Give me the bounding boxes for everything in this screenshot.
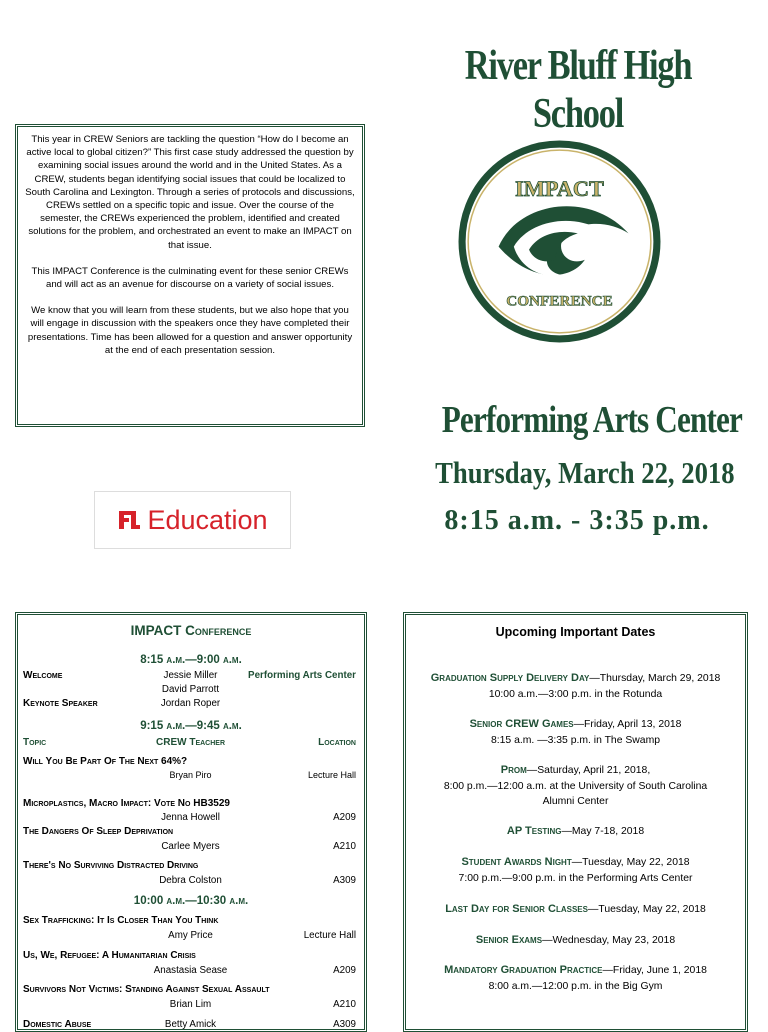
event-when: —Thursday, March 29, 2018 (589, 673, 721, 684)
session-teacher: Carlee Myers (161, 841, 220, 852)
event-when: —Friday, April 13, 2018 (573, 719, 682, 730)
session-teacher: Brian Lim (169, 999, 212, 1010)
welcome-name-1: Jessie Miller (163, 670, 218, 681)
keynote-label: Keynote Speaker (23, 698, 98, 709)
event-detail: 8:15 a.m. —3:35 p.m. in The Swamp (490, 734, 661, 746)
session-topic: Sex Trafficking: It Is Closer Than You Think (23, 915, 219, 926)
event-item (406, 963, 745, 994)
impact-conference-logo (458, 140, 661, 343)
session-topic: The Dangers Of Sleep Deprivation (23, 826, 174, 837)
event-detail: Alumni Center (542, 796, 609, 807)
session-location: A209 (333, 812, 356, 823)
session-topic: Survivors Not Victims: Standing Against Sexual Assault (23, 984, 270, 995)
event-date: Thursday, March 22, 2018 (435, 455, 735, 490)
event-when: —Friday, June 1, 2018 (602, 965, 707, 976)
event-detail: 7:00 p.m.—9:00 p.m. in the Performing Arts Center (458, 872, 693, 884)
event-name: AP Testing (506, 825, 562, 837)
event-detail: 8:00 a.m.—12:00 p.m. in the Big Gym (488, 980, 663, 992)
intro-paragraph-3: We know that you will learn from these students, but we also hope that you will engage in discussion with the speakers once they have completed their presentations. Time has been allowed for a question and answer opportunity at the end of each presentation session. (27, 305, 353, 356)
event-time: 8:15 a.m. - 3:35 p.m. (444, 505, 710, 536)
session-location: A210 (333, 841, 356, 852)
event-item (406, 933, 745, 949)
session-topic: Domestic Abuse (23, 1019, 92, 1030)
event-name: Senior Exams (475, 934, 543, 946)
event-name: Senior CREW Games (469, 718, 574, 730)
el-mark-icon (117, 508, 141, 532)
schedule-title: IMPACT Conference (130, 623, 252, 638)
session-location: Lecture Hall (303, 930, 356, 941)
upcoming-dates-box (403, 612, 748, 1032)
session-teacher: Anastasia Sease (153, 965, 228, 976)
session-teacher: Jenna Howell (161, 812, 220, 823)
upcoming-dates-title: Upcoming Important Dates (495, 625, 656, 639)
session-location: A309 (333, 875, 356, 886)
slot-2-time: 9:15 a.m.—9:45 a.m. (140, 720, 242, 732)
keynote-name: Jordan Roper (160, 698, 221, 709)
el-education-logo (94, 491, 291, 549)
event-detail: 10:00 a.m.—3:00 p.m. in the Rotunda (488, 688, 663, 700)
col-location-header: Location (318, 737, 356, 748)
event-item (406, 902, 745, 918)
session-topic: Microplastics, Macro Impact: Vote No HB3529 (23, 798, 230, 809)
session-location: Lecture Hall (307, 770, 356, 780)
school-title: River Bluff High School (464, 43, 692, 137)
intro-paragraph-1: This year in CREW Seniors are tackling the question “How do I become an active local to global citizen?” This first case study addressed the question by examining social issues around the world and in the United States. As a CREW, students began identifying social issues that could be localized to South Carolina and Lexington. Through a series of protocols and discussions, CREWs settled on a specific topic and issue. Over the course of the semester, the CREWs experienced the problem, identified and created solutions for the problem, and orchestrated an event to make an IMPACT on that issue. (25, 134, 355, 251)
slot-3-time: 10:00 a.m.—10:30 a.m. (133, 895, 249, 907)
event-when: —Wednesday, May 23, 2018 (542, 935, 676, 946)
event-name: Prom (500, 764, 527, 776)
session-teacher: Betty Amick (164, 1019, 217, 1030)
welcome-location: Performing Arts Center (248, 670, 356, 681)
slot-1-time: 8:15 a.m.—9:00 a.m. (140, 654, 242, 666)
session-teacher: Bryan Piro (169, 770, 212, 780)
event-item (406, 671, 745, 702)
session-topic: There's No Surviving Distracted Driving (23, 860, 199, 871)
session-topic: Will You Be Part Of The Next 64%? (23, 756, 188, 767)
schedule-box (15, 612, 367, 1032)
event-name: Student Awards Night (461, 856, 572, 868)
session-teacher: Debra Colston (159, 875, 222, 886)
session-topic: Us, We, Refugee: A Humanitarian Crisis (23, 950, 196, 961)
logo-text-bottom: CONFERENCE (506, 292, 613, 310)
event-item (406, 717, 745, 748)
event-name: Graduation Supply Delivery Day (430, 672, 590, 684)
welcome-label: Welcome (23, 670, 63, 681)
event-item (406, 824, 745, 840)
event-name: Mandatory Graduation Practice (444, 964, 603, 976)
session-location: A309 (333, 1019, 356, 1030)
session-location: A209 (333, 965, 356, 976)
event-when: —May 7-18, 2018 (561, 826, 645, 837)
venue-title: Performing Arts Center (441, 399, 743, 441)
event-detail: 8:00 p.m.—12:00 a.m. at the University of South Carolina (443, 780, 708, 792)
col-teacher-header: CREW Teacher (156, 737, 225, 748)
event-when: —Tuesday, May 22, 2018 (587, 904, 706, 915)
session-teacher: Amy Price (168, 930, 213, 941)
col-topic-header: Topic (23, 737, 47, 748)
event-name: Last Day for Senior Classes (445, 903, 588, 915)
intro-paragraph-2: This IMPACT Conference is the culminating event for these senior CREWs and will act as an avenue for discourse on a variety of social issues. (31, 265, 349, 291)
event-when: —Saturday, April 21, 2018, (526, 765, 651, 776)
el-education-text: Education (147, 504, 268, 535)
intro-box (15, 124, 365, 427)
event-item (406, 855, 745, 886)
event-when: —Tuesday, May 22, 2018 (571, 857, 690, 868)
welcome-name-2: David Parrott (161, 684, 220, 695)
event-item (406, 763, 745, 810)
session-location: A210 (333, 999, 356, 1010)
logo-text-top: IMPACT (515, 175, 604, 201)
